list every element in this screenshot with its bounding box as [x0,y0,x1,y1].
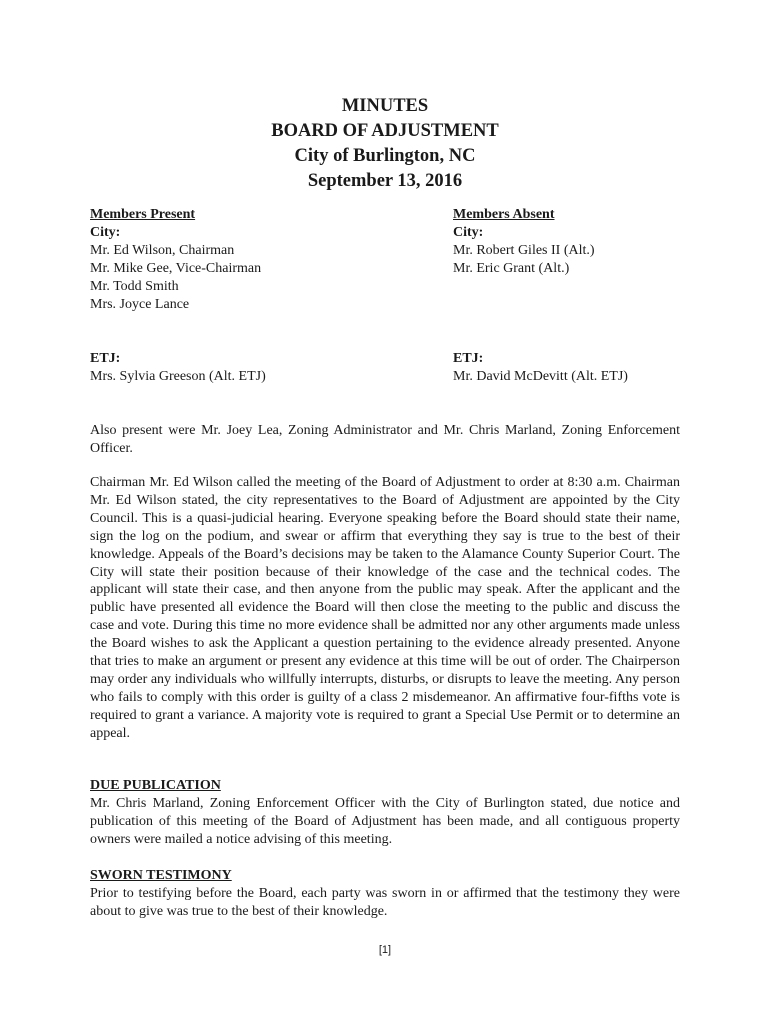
present-etj-block [90,350,266,386]
absent-member: Mr. Eric Grant (Alt.) [453,261,570,276]
due-publication-heading: DUE PUBLICATION [90,778,221,793]
present-member: Mr. Ed Wilson, Chairman [90,243,235,258]
members-absent-column [453,206,713,278]
sworn-testimony-heading: SWORN TESTIMONY [90,868,232,883]
absent-etj-member: Mr. David McDevitt (Alt. ETJ) [453,369,628,384]
absent-city-label: City: [453,225,484,240]
present-member: Mrs. Joyce Lance [90,297,190,312]
present-etj-label: ETJ: [90,351,121,366]
chairman-paragraph: Chairman Mr. Ed Wilson called the meeting of the Board of Adjustment to order at 8:30 a.m. Chairman Mr. Ed Wilson stated, the city representatives to the Board of Adjustment are appointed by the City Council. This is a quasi-judicial hearing. Everyone speaking before the Board should state their name, sign the log on the podium, and swear or affirm that everything they say is true to the best of their knowledge. Appeals of the Board’s decisions may be taken to the Alamance County Superior Court. The City will state their position because of their knowledge of the case and the technical codes. The applicant will state their case, and then anyone from the public may speak. After the applicant and the public have presented all evidence the Board will then close the meeting to the public and discuss the case and vote. During this time no more evidence shall be admitted nor any other arguments made unless the Board wishes to ask the Applicant a question pertaining to the evidence already presented. Anyone that tries to make an argument or present any evidence at this time will be out of order. The Chairperson may order any individuals who willfully interrupts, disturbs, or disrupts to leave the meeting. Any person who fails to comply with this order is guilty of a class 2 misdemeanor. An affirmative four-fifths vote is required to grant a variance. A majority vote is required to grant a Special Use Permit or to determine an appeal. [90,475,680,741]
also-present-paragraph: Also present were Mr. Joey Lea, Zoning Administrator and Mr. Chris Marland, Zoning Enforcement Officer. [90,423,680,456]
members-present-column [90,206,420,314]
present-member: Mr. Todd Smith [90,279,179,294]
absent-etj-block [453,350,628,386]
members-present-heading: Members Present [90,207,196,222]
title-minutes: MINUTES [341,96,429,116]
page-number: [1] [378,944,392,956]
title-date: September 13, 2016 [307,171,463,191]
document-title-block [0,94,770,194]
sworn-testimony-section [90,867,680,921]
title-board: BOARD OF ADJUSTMENT [271,121,499,141]
present-city-label: City: [90,225,121,240]
due-publication-text: Mr. Chris Marland, Zoning Enforcement Officer with the City of Burlington stated, due notice and publication of this meeting of the Board of Adjustment has been made, and all contiguous property owners were mailed a notice advising of this meeting. [90,795,680,847]
sworn-testimony-text: Prior to testifying before the Board, each party was sworn in or affirmed that the testimony they were about to give was true to the best of their knowledge. [90,885,680,919]
present-etj-member: Mrs. Sylvia Greeson (Alt. ETJ) [90,369,266,384]
absent-etj-label: ETJ: [453,351,484,366]
title-city: City of Burlington, NC [294,146,476,166]
due-publication-section [90,777,680,849]
members-absent-heading: Members Absent [453,207,555,222]
present-member: Mr. Mike Gee, Vice-Chairman [90,261,262,276]
absent-member: Mr. Robert Giles II (Alt.) [453,243,595,258]
